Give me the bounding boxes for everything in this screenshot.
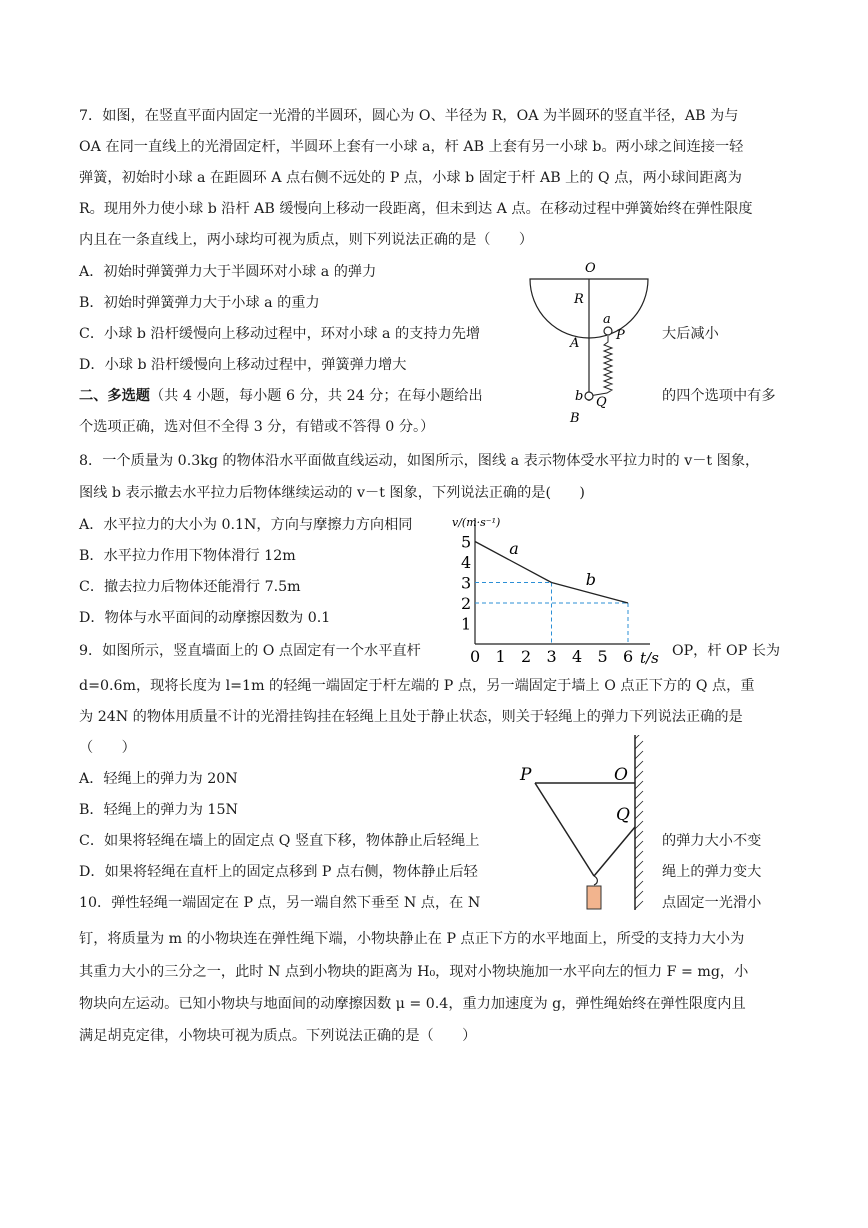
q10-line-1: 10．弹性轻绳一端固定在 P 点，另一端自然下垂至 N 点，在 N [79,895,481,911]
x-tick-label: 4 [572,647,583,666]
q7-option-c-tail: 大后减小 [662,326,719,342]
y-tick-label: 2 [461,594,472,613]
q9-option-c: C．如果将轻绳在墙上的固定点 Q 竖直下移，物体静止后轻绳上 [79,833,480,849]
q9-line-3: 为 24N 的物体用质量不计的光滑挂钩挂在轻绳上且处于静止状态，则关于轻绳上的弹力下列说法正确的是 [79,709,743,725]
label-B: B [570,411,580,426]
x-tick-label: 2 [521,647,532,666]
q9-line-1: 9．如图所示，竖直墙面上的 O 点固定有一个水平直杆 [79,643,421,659]
q9-line-4: （ ） [79,740,136,756]
q7-line-1: 7．如图，在竖直平面内固定一光滑的半圆环，圆心为 O、半径为 R，OA 为半圆环的竖直半径，AB 为与 [79,108,739,124]
x-tick-label: 6 [623,647,634,666]
q8-option-a: A．水平拉力的大小为 0.1N，方向与摩擦力方向相同 [79,517,413,533]
q7-option-a: A．初始时弹簧弹力大于半圆环对小球 a 的弹力 [79,264,377,280]
q9-option-b: B．轻绳上的弹力为 15N [79,802,238,818]
series-label-a: a [509,539,519,558]
series-label-b: b [585,569,596,589]
ball-b [585,392,593,400]
q10-line-1-tail: 点固定一光滑小 [662,895,762,911]
q8-option-b: B．水平拉力作用下物体滑行 12m [79,548,296,564]
label-a: a [603,312,611,327]
label-R: R [574,292,584,307]
label-O: O [585,261,596,276]
x-axis-label: t/s [640,649,659,667]
q7-figure [520,256,655,426]
label-Q: Q [616,805,630,825]
q10-line-5: 满足胡克定律，小物块可视为质点。下列说法正确的是（ ） [79,1028,477,1044]
section2-instructions: （共 4 小题，每小题 6 分，共 24 分；在每小题给出 [149,388,483,404]
q10-line-2: 钉，将质量为 m 的小物块连在弹性绳下端，小物块静止在 P 点正下方的水平地面上，所受的支持力大小为 [79,931,745,947]
spring [589,336,612,396]
q9-figure [515,735,665,915]
hook [594,876,597,885]
label-A: A [570,336,580,351]
q7-line-5: 内且在一条直线上，两小球均可视为质点，则下列说法正确的是（ ） [79,232,534,248]
q8-option-c: C．撤去拉力后物体还能滑行 7.5m [79,579,301,595]
vt-chart [445,506,675,671]
section2-line-1 [79,386,483,406]
rope-right [594,827,635,876]
label-b: b [575,389,584,404]
q8-option-d: D．物体与水平面间的动摩擦因数为 0.1 [79,610,331,626]
q8-line-1: 8．一个质量为 0.3kg 的物体沿水平面做直线运动，如图所示，图线 a 表示物体受水平拉力时的 v－t 图象， [79,453,760,469]
label-Q: Q [596,395,607,410]
y-tick-label: 5 [461,532,472,552]
q7-option-d: D．小球 b 沿杆缓慢向上移动过程中，弹簧弹力增大 [79,357,407,373]
label-P: P [616,328,625,343]
rope-left [535,783,594,876]
x-tick-label: 5 [597,647,608,666]
q9-line-1-tail: OP，杆 OP 长为 [672,643,781,659]
ball-a [604,327,612,335]
q9-option-d: D．如果将轻绳在直杆上的固定点移到 P 点右侧，物体静止后轻 [79,864,478,880]
wall-hatching [635,735,643,909]
q8-line-2: 图线 b 表示撤去水平拉力后物体继续运动的 v－t 图象，下列说法正确的是( ) [79,485,585,501]
q9-option-d-tail: 绳上的弹力变大 [662,864,762,880]
section2-line-1-tail: 的四个选项中有多 [662,388,776,404]
x-tick-label: 1 [495,647,506,666]
q7-line-4: R。现用外力使小球 b 沿杆 AB 缓慢向上移动一段距离，但未到达 A 点。在移动过程中弹簧始终在弹性限度 [79,201,753,217]
q9-line-2: d=0.6m，现将长度为 l=1m 的轻绳一端固定于杆左端的 P 点，另一端固定于墙上 O 点正下方的 Q 点，重 [79,678,755,694]
q7-option-b: B．初始时弹簧弹力大于小球 a 的重力 [79,295,320,311]
y-tick-label: 3 [461,573,472,593]
q10-line-3: 其重力大小的三分之一，此时 N 点到小物块的距离为 H₀，现对小物块施加一水平向左的恒力 F = mg，小 [79,964,749,980]
q7-option-c: C．小球 b 沿杆缓慢向上移动过程中，环对小球 a 的支持力先增 [79,326,481,342]
hanging-weight [587,886,601,909]
y-tick-label: 4 [461,553,472,572]
q7-line-3: 弹簧，初始时小球 a 在距圆环 A 点右侧不远处的 P 点，小球 b 固定于杆 AB 上的 Q 点，两小球间距离为 [79,170,742,186]
label-P: P [520,765,532,785]
x-tick-label: 0 [470,647,481,666]
label-O: O [614,765,628,785]
q10-line-4: 物块向左运动。已知小物块与地面间的动摩擦因数 μ = 0.4，重力加速度为 g，弹性绳始终在弹性限度内且 [79,996,746,1012]
x-tick-label: 3 [546,647,557,666]
q9-option-c-tail: 的弹力大小不变 [662,833,762,849]
q9-option-a: A．轻绳上的弹力为 20N [79,771,238,787]
y-tick-label: 1 [461,614,472,634]
y-axis-label: v/(m·s⁻¹) [452,516,501,529]
q7-line-2: OA 在同一直线上的光滑固定杆，半圆环上套有一小球 a，杆 AB 上套有另一小球 b。两小球之间连接一轻 [79,139,744,155]
section2-line-2: 个选项正确，选对但不全得 3 分，有错或不答得 0 分。） [79,419,435,435]
section2-heading: 二、多选题 [79,388,150,404]
